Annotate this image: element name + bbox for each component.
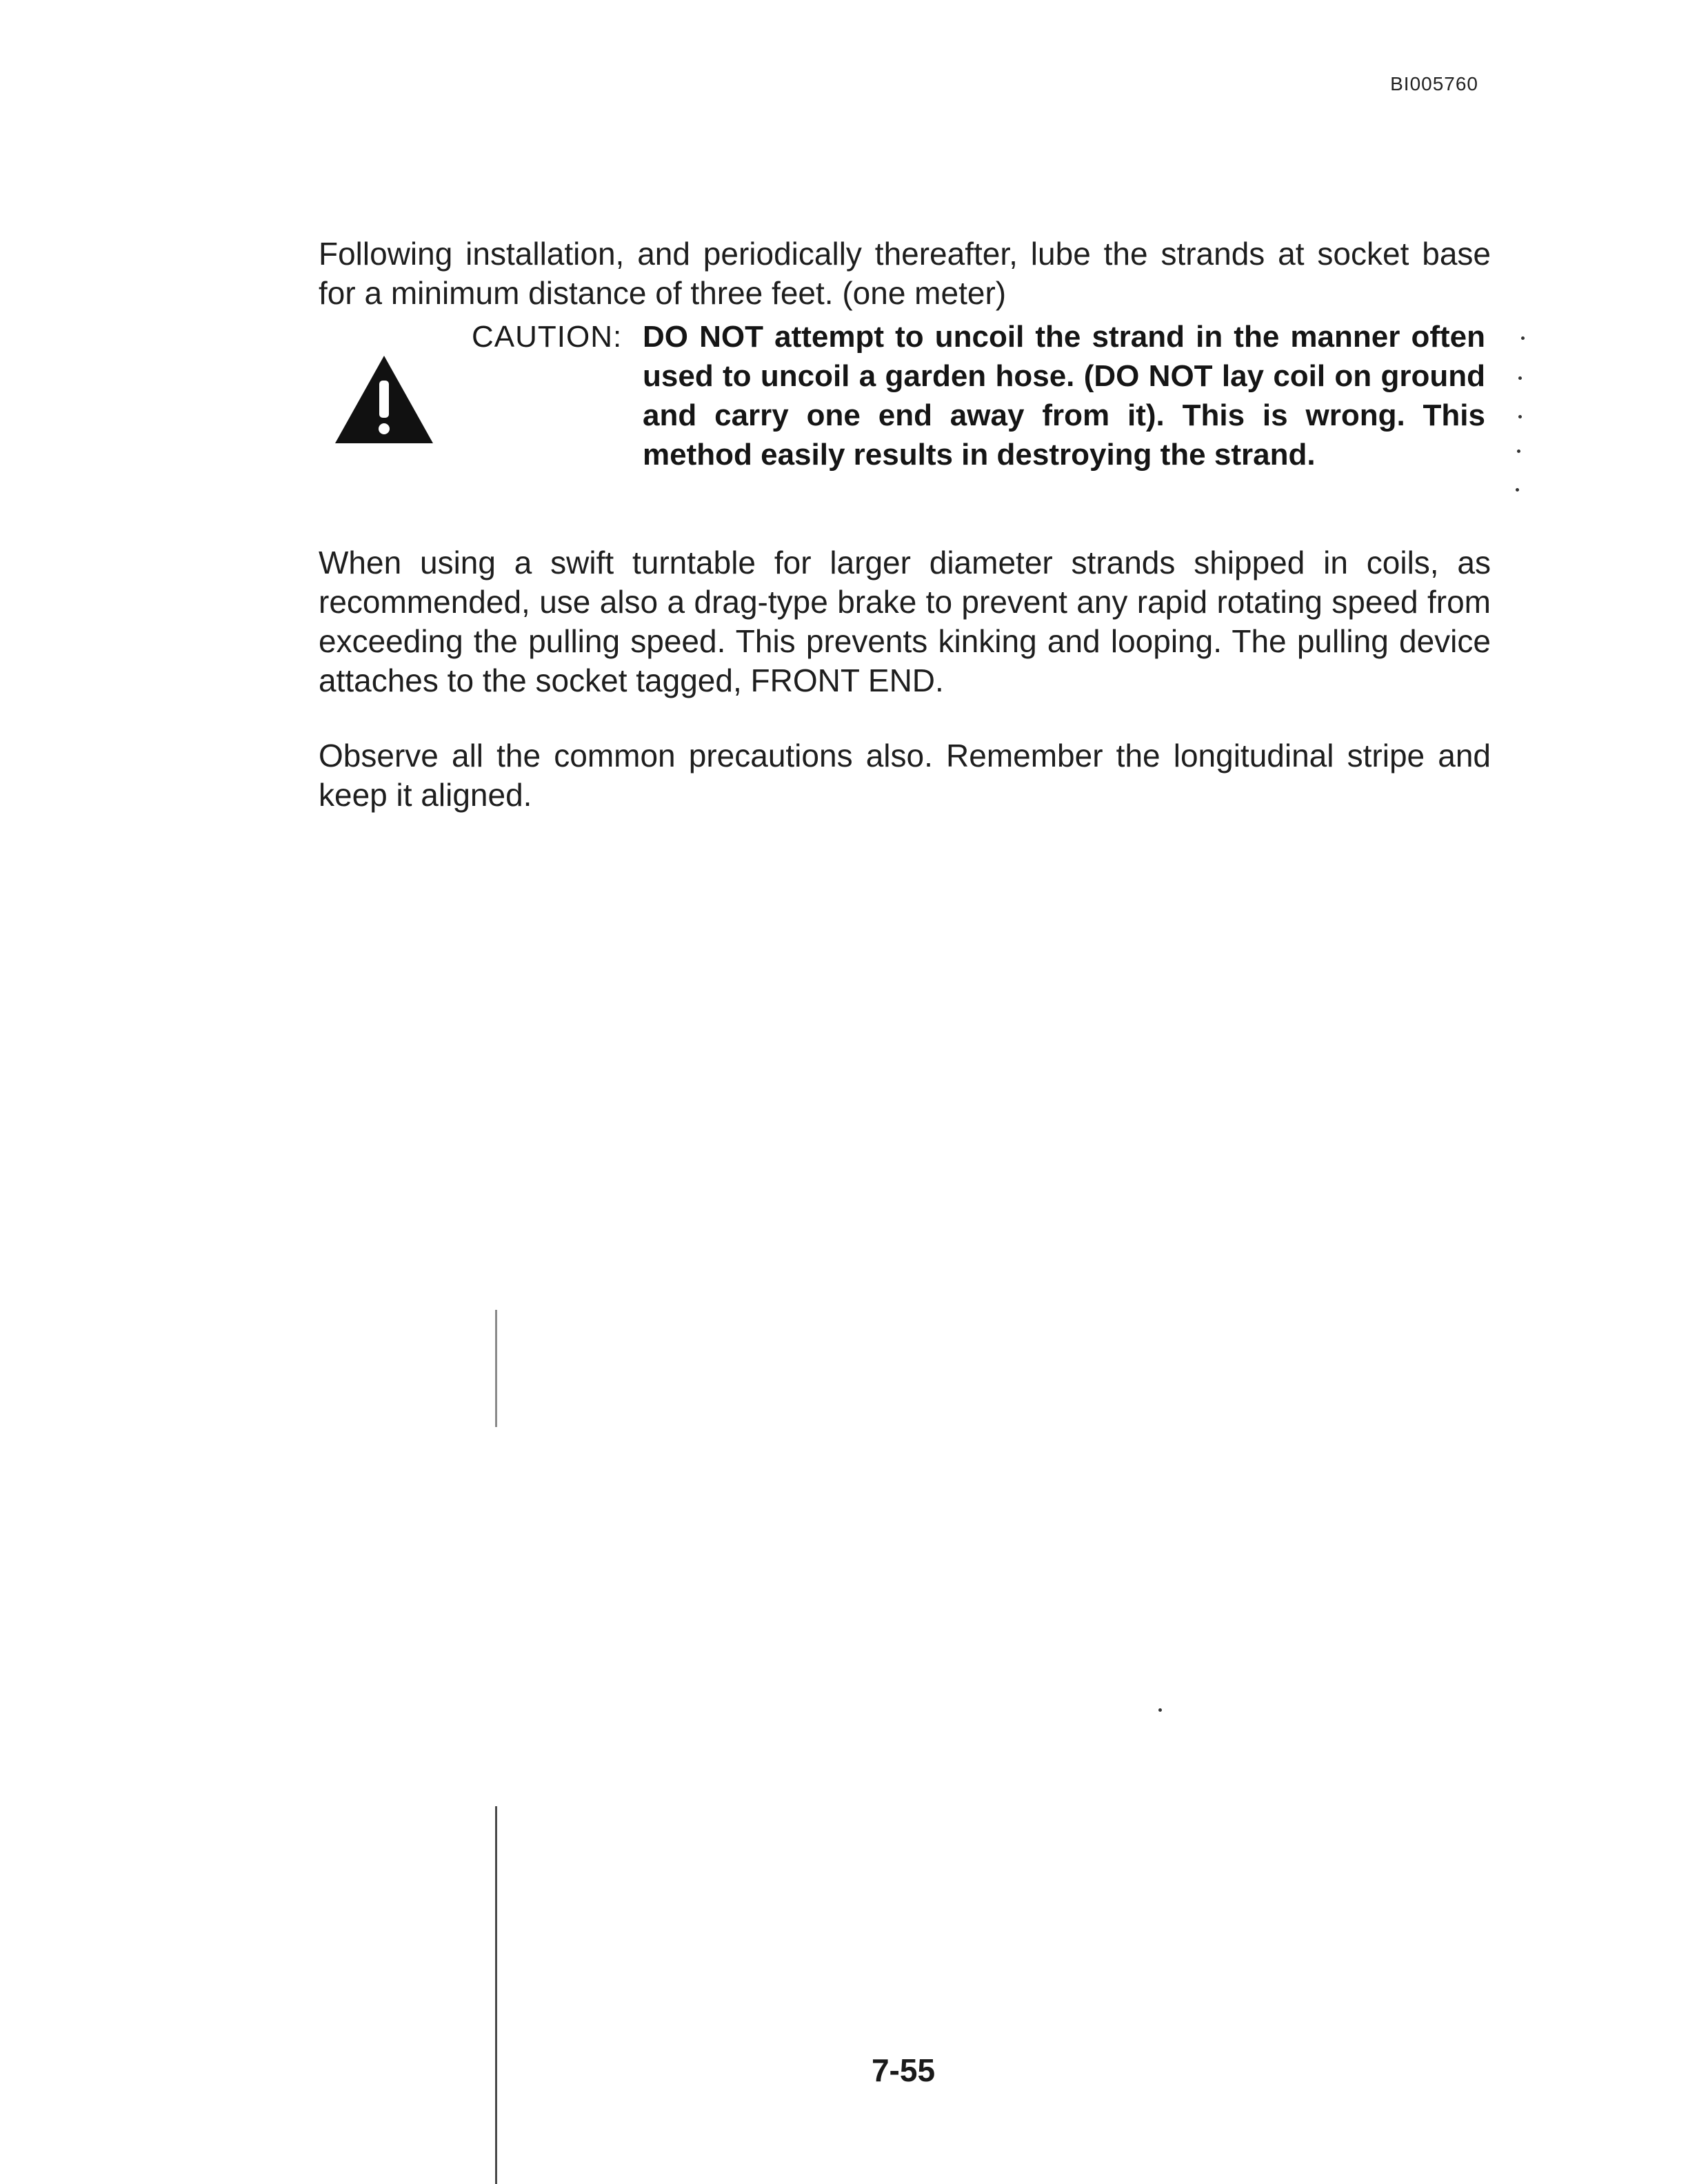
paragraph-precautions: Observe all the common precautions also. Remember the longitudinal stripe and keep it aligned.	[319, 738, 1491, 813]
paragraph-turntable: When using a swift turntable for larger diameter strands shipped in coils, as recommended, use also a drag-type brake to prevent any rapid rotating speed from exceeding the pulling speed. This prevents kinking and looping. The pulling device attaches to the socket tagged, FRONT END.	[319, 545, 1491, 698]
scan-artifact-dot	[1516, 488, 1519, 492]
scan-artifact-dot	[1518, 415, 1522, 418]
scan-artifact-line	[495, 1806, 497, 2184]
scan-artifact-dot	[1517, 449, 1520, 453]
scan-artifact-dot	[1521, 336, 1525, 340]
document-id: BI005760	[1390, 73, 1478, 94]
scan-artifact-dot	[1158, 1708, 1162, 1712]
page-number: 7-55	[871, 2052, 936, 2088]
warning-triangle-icon	[332, 353, 436, 446]
caution-label: CAUTION:	[472, 320, 623, 354]
paragraph-lubrication: Following installation, and periodically thereafter, lube the strands at socket base for a minimum distance of three feet. (one meter)	[319, 236, 1491, 311]
scan-artifact-line	[495, 1310, 497, 1427]
caution-notice	[319, 317, 1511, 476]
caution-text: DO NOT attempt to uncoil the strand in the manner often used to uncoil a garden hose. (DO NOT lay coil on ground and carry one end away from it). This is wrong. This method easily results in destroying the strand.	[643, 320, 1485, 472]
scan-artifact-dot	[1518, 376, 1522, 380]
